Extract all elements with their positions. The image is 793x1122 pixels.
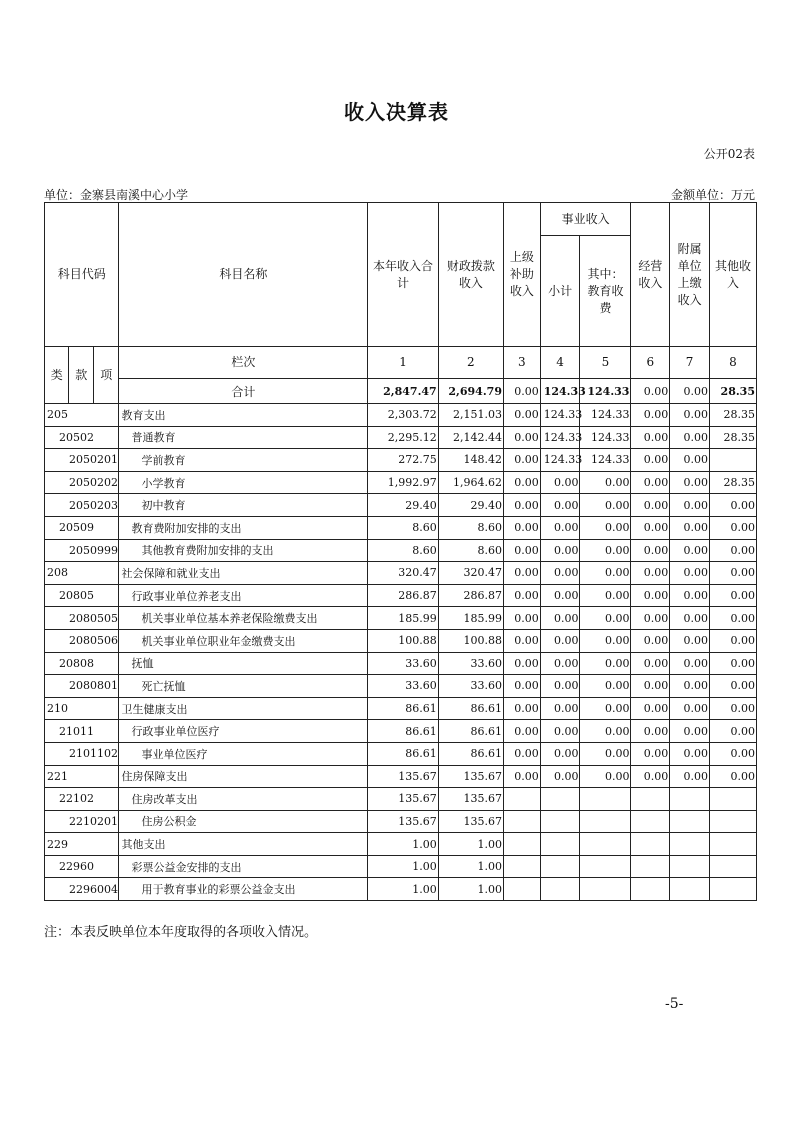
row-value: 0.00 bbox=[540, 516, 580, 539]
row-value: 0.00 bbox=[670, 675, 710, 698]
total-row bbox=[45, 379, 757, 404]
table-row bbox=[45, 675, 757, 698]
row-name: 行政事业单位医疗 bbox=[119, 720, 368, 743]
header-fiscal: 财政拨款收入 bbox=[438, 203, 503, 347]
row-value bbox=[709, 449, 756, 472]
row-value: 0.00 bbox=[709, 720, 756, 743]
row-value: 124.33 bbox=[540, 449, 580, 472]
row-value: 0.00 bbox=[580, 471, 631, 494]
row-value: 0.00 bbox=[540, 471, 580, 494]
row-value: 86.61 bbox=[438, 742, 503, 765]
row-name: 其他支出 bbox=[119, 833, 368, 856]
row-value: 0.00 bbox=[503, 652, 540, 675]
row-name: 教育费附加安排的支出 bbox=[119, 516, 368, 539]
row-value bbox=[503, 855, 540, 878]
row-value: 1.00 bbox=[438, 833, 503, 856]
table-row bbox=[45, 720, 757, 743]
total-value: 0.00 bbox=[670, 379, 710, 404]
row-value bbox=[580, 878, 631, 901]
row-value: 0.00 bbox=[670, 584, 710, 607]
form-number: 公开02表 bbox=[703, 147, 755, 161]
row-value: 1.00 bbox=[368, 833, 438, 856]
row-value: 0.00 bbox=[580, 607, 631, 630]
table-row bbox=[45, 742, 757, 765]
row-value: 1.00 bbox=[368, 855, 438, 878]
row-value: 8.60 bbox=[438, 516, 503, 539]
row-value: 33.60 bbox=[368, 675, 438, 698]
row-value: 0.00 bbox=[709, 629, 756, 652]
row-value: 124.33 bbox=[540, 404, 580, 427]
row-value: 28.35 bbox=[709, 426, 756, 449]
row-name: 学前教育 bbox=[119, 449, 368, 472]
row-value: 0.00 bbox=[670, 562, 710, 585]
row-value: 124.33 bbox=[540, 426, 580, 449]
row-value: 135.67 bbox=[368, 810, 438, 833]
total-value: 0.00 bbox=[631, 379, 670, 404]
row-value: 0.00 bbox=[503, 765, 540, 788]
header-upper: 上级补助收入 bbox=[503, 203, 540, 347]
row-value bbox=[503, 833, 540, 856]
row-value: 0.00 bbox=[670, 742, 710, 765]
row-value: 0.00 bbox=[631, 562, 670, 585]
row-value bbox=[670, 878, 710, 901]
row-value bbox=[580, 833, 631, 856]
row-value: 0.00 bbox=[709, 652, 756, 675]
row-value: 0.00 bbox=[503, 584, 540, 607]
header-operating: 经营收入 bbox=[631, 203, 670, 347]
header-business: 事业收入 bbox=[540, 203, 631, 236]
row-value: 0.00 bbox=[670, 426, 710, 449]
row-value: 33.60 bbox=[368, 652, 438, 675]
total-value: 2,847.47 bbox=[368, 379, 438, 404]
row-value: 28.35 bbox=[709, 471, 756, 494]
header-code: 科目代码 bbox=[45, 203, 119, 347]
row-value: 0.00 bbox=[670, 404, 710, 427]
row-value: 0.00 bbox=[503, 742, 540, 765]
row-value: 286.87 bbox=[368, 584, 438, 607]
row-value: 0.00 bbox=[631, 539, 670, 562]
col-num: 5 bbox=[580, 347, 631, 379]
total-value: 0.00 bbox=[503, 379, 540, 404]
row-value: 0.00 bbox=[631, 426, 670, 449]
row-value: 0.00 bbox=[670, 765, 710, 788]
header-xiang: 项 bbox=[93, 347, 119, 404]
row-value: 0.00 bbox=[631, 471, 670, 494]
table-note: 注：本表反映单位本年度取得的各项收入情况。 bbox=[44, 925, 318, 940]
header-edu-fee: 其中：教育收费 bbox=[580, 236, 631, 347]
row-value: 185.99 bbox=[438, 607, 503, 630]
table-row bbox=[45, 810, 757, 833]
row-value bbox=[503, 878, 540, 901]
row-value: 124.33 bbox=[580, 426, 631, 449]
row-value: 86.61 bbox=[438, 720, 503, 743]
row-code: 2050202 bbox=[45, 471, 119, 494]
table-row bbox=[45, 516, 757, 539]
row-value: 0.00 bbox=[580, 765, 631, 788]
row-value: 0.00 bbox=[580, 629, 631, 652]
table-row bbox=[45, 471, 757, 494]
row-value bbox=[580, 810, 631, 833]
row-value: 124.33 bbox=[580, 449, 631, 472]
row-value: 0.00 bbox=[670, 449, 710, 472]
row-name: 普通教育 bbox=[119, 426, 368, 449]
row-value: 0.00 bbox=[631, 494, 670, 517]
row-value: 0.00 bbox=[540, 720, 580, 743]
total-label: 合计 bbox=[119, 379, 368, 404]
header-other: 其他收入 bbox=[709, 203, 756, 347]
row-value: 33.60 bbox=[438, 652, 503, 675]
row-value: 0.00 bbox=[580, 539, 631, 562]
table-row bbox=[45, 404, 757, 427]
col-num: 7 bbox=[670, 347, 710, 379]
row-value: 0.00 bbox=[540, 562, 580, 585]
row-value bbox=[631, 810, 670, 833]
row-value: 0.00 bbox=[580, 494, 631, 517]
row-value: 29.40 bbox=[438, 494, 503, 517]
row-value bbox=[670, 788, 710, 811]
row-value: 135.67 bbox=[368, 788, 438, 811]
row-value: 148.42 bbox=[438, 449, 503, 472]
row-value: 0.00 bbox=[670, 652, 710, 675]
row-value: 1,992.97 bbox=[368, 471, 438, 494]
row-value: 0.00 bbox=[631, 629, 670, 652]
row-value bbox=[540, 810, 580, 833]
row-value: 0.00 bbox=[540, 584, 580, 607]
row-value: 0.00 bbox=[709, 516, 756, 539]
row-value: 0.00 bbox=[503, 494, 540, 517]
row-value: 0.00 bbox=[670, 494, 710, 517]
row-value: 0.00 bbox=[631, 404, 670, 427]
row-value: 286.87 bbox=[438, 584, 503, 607]
total-value: 124.33 bbox=[540, 379, 580, 404]
col-num: 2 bbox=[438, 347, 503, 379]
row-value: 29.40 bbox=[368, 494, 438, 517]
header-subtotal: 小计 bbox=[540, 236, 580, 347]
row-value: 0.00 bbox=[670, 471, 710, 494]
row-value bbox=[670, 833, 710, 856]
row-value: 0.00 bbox=[631, 675, 670, 698]
row-value bbox=[709, 833, 756, 856]
row-code: 2210201 bbox=[45, 810, 119, 833]
row-value: 0.00 bbox=[709, 584, 756, 607]
row-value: 1.00 bbox=[368, 878, 438, 901]
row-value: 0.00 bbox=[670, 697, 710, 720]
table-row bbox=[45, 494, 757, 517]
row-name: 其他教育费附加安排的支出 bbox=[119, 539, 368, 562]
row-value bbox=[709, 878, 756, 901]
row-value: 0.00 bbox=[503, 607, 540, 630]
row-value: 86.61 bbox=[368, 720, 438, 743]
table-row bbox=[45, 833, 757, 856]
table-row bbox=[45, 607, 757, 630]
row-value: 0.00 bbox=[670, 629, 710, 652]
row-value: 1.00 bbox=[438, 855, 503, 878]
row-value: 33.60 bbox=[438, 675, 503, 698]
table-row bbox=[45, 788, 757, 811]
row-value: 0.00 bbox=[540, 494, 580, 517]
row-code: 22102 bbox=[45, 788, 119, 811]
row-code: 22960 bbox=[45, 855, 119, 878]
row-value bbox=[580, 788, 631, 811]
row-value: 28.35 bbox=[709, 404, 756, 427]
row-value: 135.67 bbox=[438, 765, 503, 788]
row-value bbox=[540, 788, 580, 811]
table-row bbox=[45, 562, 757, 585]
row-name: 初中教育 bbox=[119, 494, 368, 517]
row-value: 0.00 bbox=[503, 697, 540, 720]
row-name: 卫生健康支出 bbox=[119, 697, 368, 720]
row-value: 0.00 bbox=[503, 426, 540, 449]
row-value: 0.00 bbox=[631, 516, 670, 539]
table-row bbox=[45, 539, 757, 562]
row-name: 死亡抚恤 bbox=[119, 675, 368, 698]
row-value bbox=[709, 855, 756, 878]
row-code: 221 bbox=[45, 765, 119, 788]
row-value: 0.00 bbox=[580, 584, 631, 607]
row-value: 0.00 bbox=[580, 675, 631, 698]
row-value: 0.00 bbox=[503, 629, 540, 652]
row-value bbox=[503, 788, 540, 811]
page-title: 收入决算表 bbox=[344, 100, 449, 124]
row-value: 320.47 bbox=[438, 562, 503, 585]
row-code: 2080505 bbox=[45, 607, 119, 630]
table-row bbox=[45, 449, 757, 472]
row-value bbox=[631, 855, 670, 878]
row-code: 20502 bbox=[45, 426, 119, 449]
row-value: 0.00 bbox=[503, 539, 540, 562]
row-value: 0.00 bbox=[631, 607, 670, 630]
row-value: 0.00 bbox=[503, 471, 540, 494]
row-value: 0.00 bbox=[503, 404, 540, 427]
row-value: 0.00 bbox=[709, 494, 756, 517]
page-number: -5- bbox=[665, 996, 684, 1012]
table-row bbox=[45, 878, 757, 901]
row-code: 2080801 bbox=[45, 675, 119, 698]
row-value bbox=[503, 810, 540, 833]
income-table bbox=[44, 202, 757, 901]
row-value: 0.00 bbox=[503, 562, 540, 585]
row-name: 小学教育 bbox=[119, 471, 368, 494]
table-row bbox=[45, 584, 757, 607]
table-row bbox=[45, 855, 757, 878]
row-value: 0.00 bbox=[709, 607, 756, 630]
row-value: 86.61 bbox=[368, 742, 438, 765]
table-body bbox=[45, 404, 757, 901]
row-value: 0.00 bbox=[580, 742, 631, 765]
row-code: 21011 bbox=[45, 720, 119, 743]
row-value: 0.00 bbox=[503, 516, 540, 539]
row-code: 20808 bbox=[45, 652, 119, 675]
row-value: 1,964.62 bbox=[438, 471, 503, 494]
row-name: 抚恤 bbox=[119, 652, 368, 675]
row-value: 135.67 bbox=[438, 788, 503, 811]
row-value bbox=[709, 810, 756, 833]
row-value: 0.00 bbox=[580, 652, 631, 675]
row-value: 135.67 bbox=[438, 810, 503, 833]
unit-label: 单位：金寨县南溪中心小学 bbox=[44, 188, 189, 202]
money-unit-label: 金额单位：万元 bbox=[670, 188, 755, 202]
row-code: 210 bbox=[45, 697, 119, 720]
table-row bbox=[45, 765, 757, 788]
row-value: 8.60 bbox=[438, 539, 503, 562]
row-value: 0.00 bbox=[631, 765, 670, 788]
row-code: 208 bbox=[45, 562, 119, 585]
row-value: 0.00 bbox=[631, 652, 670, 675]
row-value: 0.00 bbox=[709, 697, 756, 720]
header-name: 科目名称 bbox=[119, 203, 368, 347]
row-value bbox=[709, 788, 756, 811]
header-lei: 类 bbox=[45, 347, 69, 404]
row-value: 2,142.44 bbox=[438, 426, 503, 449]
row-code: 229 bbox=[45, 833, 119, 856]
row-value: 0.00 bbox=[631, 584, 670, 607]
row-value: 0.00 bbox=[580, 516, 631, 539]
row-value: 0.00 bbox=[709, 675, 756, 698]
row-value: 0.00 bbox=[540, 607, 580, 630]
row-value: 0.00 bbox=[540, 539, 580, 562]
row-value: 0.00 bbox=[540, 675, 580, 698]
row-value: 100.88 bbox=[438, 629, 503, 652]
row-value bbox=[540, 878, 580, 901]
row-value: 2,295.12 bbox=[368, 426, 438, 449]
row-value: 86.61 bbox=[438, 697, 503, 720]
row-value: 185.99 bbox=[368, 607, 438, 630]
row-value: 0.00 bbox=[580, 562, 631, 585]
row-code: 2080506 bbox=[45, 629, 119, 652]
header-kuan: 款 bbox=[69, 347, 93, 404]
row-value: 0.00 bbox=[709, 765, 756, 788]
row-value: 2,303.72 bbox=[368, 404, 438, 427]
row-name: 事业单位医疗 bbox=[119, 742, 368, 765]
row-value: 0.00 bbox=[709, 742, 756, 765]
total-value: 124.33 bbox=[580, 379, 631, 404]
row-code: 2101102 bbox=[45, 742, 119, 765]
header-affiliated: 附属单位上缴收入 bbox=[670, 203, 710, 347]
row-value: 0.00 bbox=[709, 539, 756, 562]
header-lanci: 栏次 bbox=[119, 347, 368, 379]
row-value: 0.00 bbox=[670, 720, 710, 743]
row-value: 135.67 bbox=[368, 765, 438, 788]
row-value bbox=[580, 855, 631, 878]
row-name: 机关事业单位基本养老保险缴费支出 bbox=[119, 607, 368, 630]
row-name: 行政事业单位养老支出 bbox=[119, 584, 368, 607]
row-value: 0.00 bbox=[540, 652, 580, 675]
row-value: 0.00 bbox=[540, 765, 580, 788]
row-value: 2,151.03 bbox=[438, 404, 503, 427]
row-code: 2296004 bbox=[45, 878, 119, 901]
header-total: 本年收入合计 bbox=[368, 203, 438, 347]
row-name: 机关事业单位职业年金缴费支出 bbox=[119, 629, 368, 652]
row-code: 2050203 bbox=[45, 494, 119, 517]
row-value: 8.60 bbox=[368, 539, 438, 562]
row-name: 住房公积金 bbox=[119, 810, 368, 833]
row-code: 2050999 bbox=[45, 539, 119, 562]
row-value: 0.00 bbox=[503, 449, 540, 472]
row-value: 100.88 bbox=[368, 629, 438, 652]
row-value: 0.00 bbox=[631, 742, 670, 765]
table-row bbox=[45, 629, 757, 652]
total-value: 2,694.79 bbox=[438, 379, 503, 404]
row-value bbox=[631, 788, 670, 811]
row-value bbox=[540, 855, 580, 878]
col-num: 4 bbox=[540, 347, 580, 379]
table-row bbox=[45, 426, 757, 449]
col-num: 1 bbox=[368, 347, 438, 379]
row-value: 0.00 bbox=[580, 697, 631, 720]
row-value bbox=[631, 833, 670, 856]
row-code: 20509 bbox=[45, 516, 119, 539]
row-name: 社会保障和就业支出 bbox=[119, 562, 368, 585]
row-value bbox=[670, 810, 710, 833]
row-value: 320.47 bbox=[368, 562, 438, 585]
row-value: 8.60 bbox=[368, 516, 438, 539]
row-value: 0.00 bbox=[540, 697, 580, 720]
row-value: 0.00 bbox=[631, 449, 670, 472]
row-value: 0.00 bbox=[631, 720, 670, 743]
row-value: 124.33 bbox=[580, 404, 631, 427]
row-value: 0.00 bbox=[540, 629, 580, 652]
row-code: 20805 bbox=[45, 584, 119, 607]
row-value: 0.00 bbox=[670, 607, 710, 630]
row-value: 0.00 bbox=[580, 720, 631, 743]
row-name: 住房保障支出 bbox=[119, 765, 368, 788]
row-value bbox=[631, 878, 670, 901]
row-code: 2050201 bbox=[45, 449, 119, 472]
row-value: 0.00 bbox=[709, 562, 756, 585]
row-value: 0.00 bbox=[670, 516, 710, 539]
row-value: 272.75 bbox=[368, 449, 438, 472]
row-value: 0.00 bbox=[631, 697, 670, 720]
row-value bbox=[540, 833, 580, 856]
row-name: 彩票公益金安排的支出 bbox=[119, 855, 368, 878]
row-value: 0.00 bbox=[503, 675, 540, 698]
row-value bbox=[670, 855, 710, 878]
row-value: 86.61 bbox=[368, 697, 438, 720]
col-num: 8 bbox=[709, 347, 756, 379]
col-num: 6 bbox=[631, 347, 670, 379]
row-value: 0.00 bbox=[503, 720, 540, 743]
col-num: 3 bbox=[503, 347, 540, 379]
row-name: 教育支出 bbox=[119, 404, 368, 427]
row-name: 住房改革支出 bbox=[119, 788, 368, 811]
table-row bbox=[45, 697, 757, 720]
table-row bbox=[45, 652, 757, 675]
row-name: 用于教育事业的彩票公益金支出 bbox=[119, 878, 368, 901]
row-code: 205 bbox=[45, 404, 119, 427]
row-value: 1.00 bbox=[438, 878, 503, 901]
row-value: 0.00 bbox=[540, 742, 580, 765]
row-value: 0.00 bbox=[670, 539, 710, 562]
total-value: 28.35 bbox=[709, 379, 756, 404]
